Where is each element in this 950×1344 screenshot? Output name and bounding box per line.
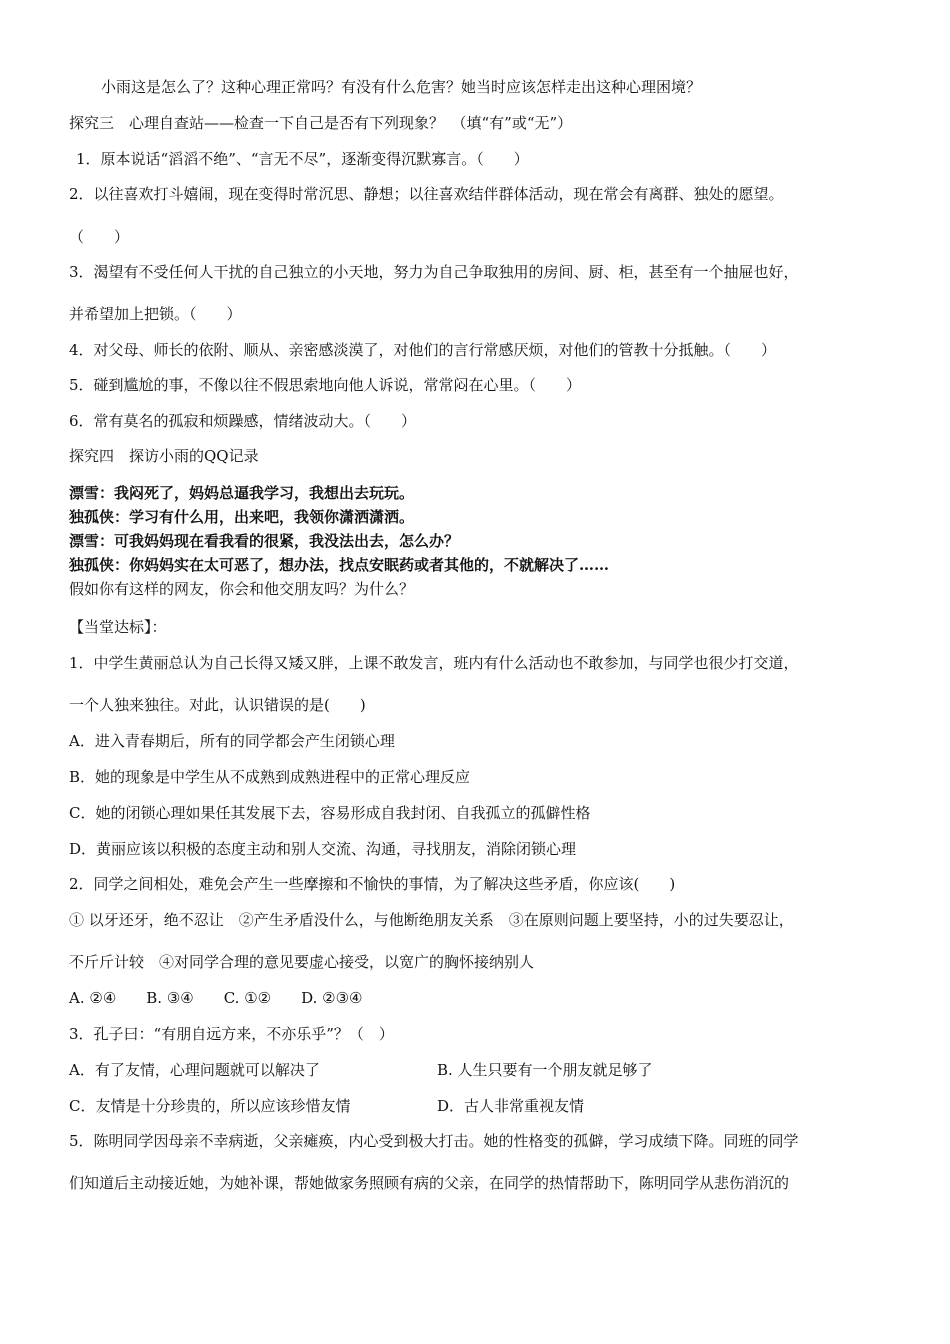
test-1-stem: 1．中学生黄丽总认为自己长得又矮又胖，上课不敢发言，班内有什么活动也不敢参加，与同学也很少打交道，	[69, 654, 799, 672]
checklist-item-2-blank: （ ）	[69, 228, 130, 246]
test-2-options: A. ②④ B. ③④ C. ①② D. ②③④	[69, 989, 363, 1007]
qq-message-3: 漂雪：可我妈妈现在看我看的很紧，我没法出去，怎么办？	[69, 532, 460, 550]
checklist-item-1: 1．原本说话“滔滔不绝”、“言无不尽”，逐渐变得沉默寡言。（ ）	[76, 150, 529, 168]
qq-message-1: 漂雪：我闷死了，妈妈总逼我学习，我想出去玩玩。	[69, 484, 415, 502]
qq-message-2: 独孤侠：学习有什么用，出来吧，我领你潇洒潇洒。	[69, 508, 415, 526]
checklist-item-6: 6．常有莫名的孤寂和烦躁感，情绪波动大。（ ）	[69, 412, 417, 430]
test-3-option-d: D．古人非常重视友情	[437, 1097, 585, 1115]
checklist-item-3: 3．渴望有不受任何人干扰的自己独立的小天地，努力为自己争取独用的房间、厨、柜，甚至有一个抽屉也好，	[69, 263, 799, 281]
test-1-stem-cont: 一个人独来独往。对此，认识错误的是( )	[69, 696, 366, 714]
test-5-stem-cont: 们知道后主动接近她，为她补课，帮她做家务照顾有病的父亲，在同学的热情帮助下，陈明同学从悲伤消沉的	[69, 1174, 790, 1192]
explore-3-title: 探究三 心理自查站——检查一下自己是否有下列现象？ （填“有”或“无”）	[69, 114, 573, 132]
test-1-option-a: A．进入青春期后，所有的同学都会产生闭锁心理	[69, 732, 395, 750]
test-1-option-b: B．她的现象是中学生从不成熟到成熟进程中的正常心理反应	[69, 768, 471, 786]
question-intro: 小雨这是怎么了？这种心理正常吗？有没有什么危害？她当时应该怎样走出这种心理困境？	[101, 78, 702, 96]
test-2-stem: 2．同学之间相处，难免会产生一些摩擦和不愉快的事情，为了解决这些矛盾，你应该( )	[69, 875, 676, 893]
test-3-option-c: C．友情是十分珍贵的，所以应该珍惜友情	[69, 1097, 351, 1115]
test-2-statements-cont: 不斤斤计较 ④对同学合理的意见要虚心接受，以宽广的胸怀接纳别人	[69, 953, 535, 971]
test-5-stem: 5．陈明同学因母亲不幸病逝，父亲瘫痪，内心受到极大打击。她的性格变的孤僻，学习成绩下降。同班的同学	[69, 1132, 799, 1150]
test-1-option-d: D．黄丽应该以积极的态度主动和别人交流、沟通，寻找朋友，消除闭锁心理	[69, 840, 577, 858]
qq-message-4: 独孤侠：你妈妈实在太可恶了，想办法，找点安眠药或者其他的，不就解决了……	[69, 556, 610, 574]
section-heading: 【当堂达标】：	[69, 618, 167, 636]
checklist-item-3-cont: 并希望加上把锁。（ ）	[69, 305, 242, 323]
test-3-option-b: B. 人生只要有一个朋友就足够了	[437, 1061, 653, 1079]
test-1-option-c: C．她的闭锁心理如果任其发展下去，容易形成自我封闭、自我孤立的孤僻性格	[69, 804, 591, 822]
test-2-statements: ① 以牙还牙，绝不忍让 ②产生矛盾没什么，与他断绝朋友关系 ③在原则问题上要坚持，小的过失要忍让，	[69, 911, 794, 929]
test-3-stem: 3．孔子曰：“有朋自远方来，不亦乐乎”？（ ）	[69, 1025, 394, 1043]
test-3-option-a: A．有了友情，心理问题就可以解决了	[69, 1061, 320, 1079]
checklist-item-4: 4．对父母、师长的依附、顺从、亲密感淡漠了，对他们的言行常感厌烦，对他们的管教十分抵触。（ ）	[69, 341, 777, 359]
explore-4-title: 探究四 探访小雨的QQ记录	[69, 447, 259, 465]
checklist-item-5: 5．碰到尴尬的事，不像以往不假思索地向他人诉说，常常闷在心里。（ ）	[69, 376, 582, 394]
checklist-item-2: 2．以往喜欢打斗嬉闹，现在变得时常沉思、静想；以往喜欢结伴群体活动，现在常会有离群、独处的愿望。	[69, 185, 784, 203]
qq-question: 假如你有这样的网友，你会和他交朋友吗？为什么？	[69, 580, 415, 598]
